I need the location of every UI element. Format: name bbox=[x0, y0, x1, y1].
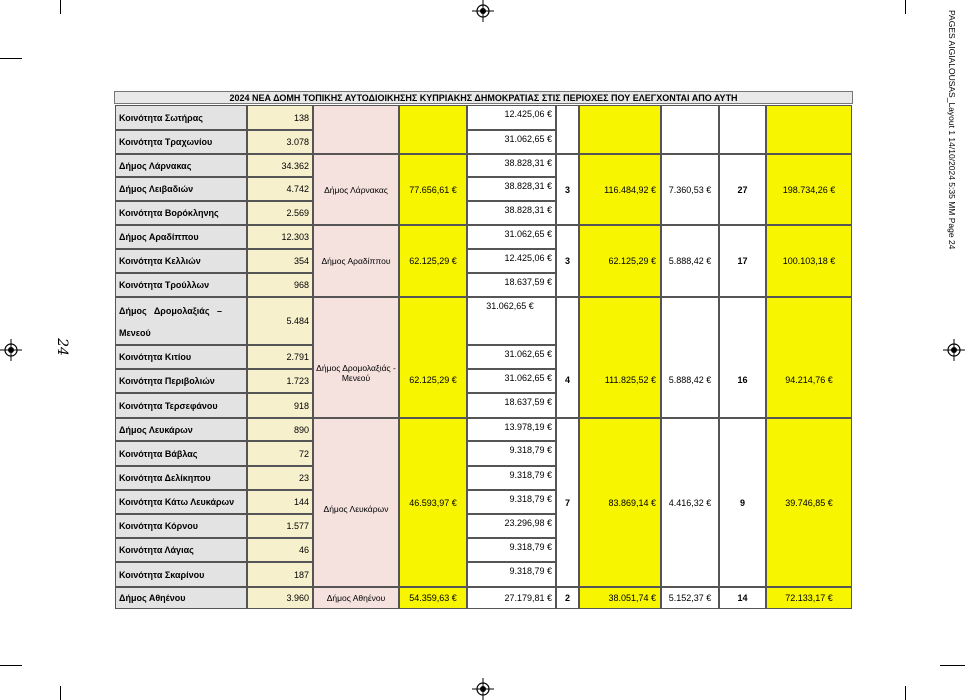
crop-mark bbox=[60, 0, 61, 14]
row-name: Κοινότητα Τερσεφάνου bbox=[115, 393, 247, 418]
row-name: Κοινότητα Δελίκηπου bbox=[115, 466, 247, 490]
group-subtotal: 62.125,29 € bbox=[579, 225, 661, 297]
empty-col9-cell bbox=[719, 105, 766, 154]
row-population: 1.723 bbox=[247, 369, 313, 393]
registration-mark-icon bbox=[472, 678, 494, 700]
row-population: 144 bbox=[247, 490, 313, 514]
registration-mark-icon bbox=[0, 339, 22, 361]
crop-mark bbox=[60, 686, 61, 700]
group-col8: 7.360,53 € bbox=[661, 154, 719, 225]
group-municipality: Δήμος Δρομολαξιάς - Μενεού bbox=[313, 297, 399, 418]
row-amount: 18.637,59 € bbox=[467, 273, 556, 297]
group-total: 62.125,29 € bbox=[399, 297, 467, 418]
group-count: 2 bbox=[556, 587, 579, 609]
group-total: 62.125,29 € bbox=[399, 225, 467, 297]
row-amount: 23.296,98 € bbox=[467, 514, 556, 538]
row-name: Κοινότητα Τρούλλων bbox=[115, 273, 247, 297]
row-name-line1: Δήμος Δρομολαξιάς – bbox=[119, 306, 223, 316]
print-slug-text: PAGES AIGIALOUSAS_Layout 1 14/10/2024 5:35 ΜΜ Page 24 bbox=[947, 10, 957, 250]
group-col10: 39.746,85 € bbox=[766, 418, 852, 587]
row-population: 1.577 bbox=[247, 514, 313, 538]
row-name: Κοινότητα Σωτήρας bbox=[115, 105, 247, 130]
registration-mark-icon bbox=[472, 0, 494, 22]
row-name: Κοινότητα Βορόκληνης bbox=[115, 201, 247, 225]
table-title: 2024 ΝΕΑ ΔΟΜΗ ΤΟΠΙΚΗΣ ΑΥΤΟΔΙΟΙΚΗΣΗΣ ΚΥΠΡΙΑΚΗΣ ΔΗΜΟΚΡΑΤΙΑΣ ΣΤΙΣ ΠΕΡΙΟΧΕΣ ΠΟΥ ΕΛΕΓΧΟΝΤΑΙ ΑΠΟ ΑΥΤΗ bbox=[114, 91, 853, 104]
group-subtotal: 111.825,52 € bbox=[579, 297, 661, 418]
registration-mark-icon bbox=[943, 339, 965, 361]
row-population: 890 bbox=[247, 418, 313, 441]
row-name: Κοινότητα Σκαρίνου bbox=[115, 562, 247, 587]
row-name: Κοινότητα Κάτω Λευκάρων bbox=[115, 490, 247, 514]
row-amount: 12.425,06 € bbox=[467, 105, 556, 130]
group-subtotal: 116.484,92 € bbox=[579, 154, 661, 225]
row-population: 12.303 bbox=[247, 225, 313, 249]
row-amount: 27.179,81 € bbox=[467, 587, 556, 609]
row-population: 34.362 bbox=[247, 154, 313, 177]
group-total: 77.656,61 € bbox=[399, 154, 467, 225]
crop-mark bbox=[905, 686, 906, 700]
group-municipality: Δήμος Λευκάρων bbox=[313, 418, 399, 587]
row-name: Κοινότητα Κόρνου bbox=[115, 514, 247, 538]
row-name: Κοινότητα Περιβολιών bbox=[115, 369, 247, 393]
group-municipality: Δήμος Αθηένου bbox=[313, 587, 399, 609]
row-population: 138 bbox=[247, 105, 313, 130]
row-name: Δήμος Αραδίππου bbox=[115, 225, 247, 249]
row-amount: 18.637,59 € bbox=[467, 393, 556, 418]
row-population: 187 bbox=[247, 562, 313, 587]
empty-total-cell bbox=[399, 105, 467, 154]
row-amount: 31.062,65 € bbox=[467, 345, 556, 369]
row-amount: 12.425,06 € bbox=[467, 249, 556, 273]
page-number: 24 bbox=[54, 338, 70, 356]
group-subtotal: 83.869,14 € bbox=[579, 418, 661, 587]
group-col9: 17 bbox=[719, 225, 766, 297]
group-col10: 72.133,17 € bbox=[766, 587, 852, 609]
row-amount: 9.318,79 € bbox=[467, 490, 556, 514]
row-amount: 9.318,79 € bbox=[467, 562, 556, 587]
row-amount: 31.062,65 € bbox=[467, 225, 556, 249]
empty-count-cell bbox=[556, 105, 579, 154]
group-col9: 16 bbox=[719, 297, 766, 418]
row-population: 968 bbox=[247, 273, 313, 297]
group-col10: 94.214,76 € bbox=[766, 297, 852, 418]
row-amount: 9.318,79 € bbox=[467, 538, 556, 562]
row-population: 354 bbox=[247, 249, 313, 273]
group-col10: 100.103,18 € bbox=[766, 225, 852, 297]
row-population: 46 bbox=[247, 538, 313, 562]
row-population: 23 bbox=[247, 466, 313, 490]
row-name-line2: Μενεού bbox=[119, 328, 151, 338]
row-name: Κοινότητα Τραχωνίου bbox=[115, 130, 247, 154]
group-municipality: Δήμος Αραδίππου bbox=[313, 225, 399, 297]
crop-mark bbox=[0, 665, 22, 666]
crop-mark bbox=[940, 665, 965, 666]
row-population: 5.484 bbox=[247, 297, 313, 345]
group-col9: 9 bbox=[719, 418, 766, 587]
group-col8: 5.888,42 € bbox=[661, 225, 719, 297]
crop-mark bbox=[905, 0, 906, 14]
group-total: 54.359,63 € bbox=[399, 587, 467, 609]
row-amount: 31.062,65 € bbox=[467, 130, 556, 154]
group-col8: 5.888,42 € bbox=[661, 297, 719, 418]
group-col9: 14 bbox=[719, 587, 766, 609]
row-amount: 38.828,31 € bbox=[467, 201, 556, 225]
row-amount: 9.318,79 € bbox=[467, 441, 556, 466]
row-population: 2.569 bbox=[247, 201, 313, 225]
row-name: Κοινότητα Λάγιας bbox=[115, 538, 247, 562]
row-amount: 38.828,31 € bbox=[467, 177, 556, 201]
group-total: 46.593,97 € bbox=[399, 418, 467, 587]
group-municipality: Δήμος Λάρνακας bbox=[313, 154, 399, 225]
row-amount: 38.828,31 € bbox=[467, 154, 556, 177]
row-amount: 31.062,65 € bbox=[467, 369, 556, 393]
row-amount: 13.978,19 € bbox=[467, 418, 556, 441]
row-name: Κοινότητα Κιτίου bbox=[115, 345, 247, 369]
empty-col10-cell bbox=[766, 105, 852, 154]
group-count: 4 bbox=[556, 297, 579, 418]
row-name: Κοινότητα Κελλιών bbox=[115, 249, 247, 273]
group-count: 3 bbox=[556, 225, 579, 297]
empty-subtotal-cell bbox=[579, 105, 661, 154]
row-amount: 9.318,79 € bbox=[467, 466, 556, 490]
row-population: 2.791 bbox=[247, 345, 313, 369]
group-col8: 4.416,32 € bbox=[661, 418, 719, 587]
row-population: 3.960 bbox=[247, 587, 313, 609]
group-col8: 5.152,37 € bbox=[661, 587, 719, 609]
group-col9: 27 bbox=[719, 154, 766, 225]
row-name: Δήμος Λευκάρων bbox=[115, 418, 247, 441]
row-name bbox=[115, 297, 247, 345]
group-subtotal: 38.051,74 € bbox=[579, 587, 661, 609]
row-name: Δήμος Λειβαδιών bbox=[115, 177, 247, 201]
group-count: 7 bbox=[556, 418, 579, 587]
row-name: Δήμος Λάρνακας bbox=[115, 154, 247, 177]
empty-col8-cell bbox=[661, 105, 719, 154]
row-population: 4.742 bbox=[247, 177, 313, 201]
row-name: Κοινότητα Βάβλας bbox=[115, 441, 247, 466]
row-name: Δήμος Αθηένου bbox=[115, 587, 247, 609]
row-population: 72 bbox=[247, 441, 313, 466]
crop-mark bbox=[0, 58, 22, 59]
group-count: 3 bbox=[556, 154, 579, 225]
row-population: 3.078 bbox=[247, 130, 313, 154]
empty-municipality-cell bbox=[313, 105, 399, 154]
row-population: 918 bbox=[247, 393, 313, 418]
group-col10: 198.734,26 € bbox=[766, 154, 852, 225]
row-amount: 31.062,65 € bbox=[467, 297, 556, 345]
